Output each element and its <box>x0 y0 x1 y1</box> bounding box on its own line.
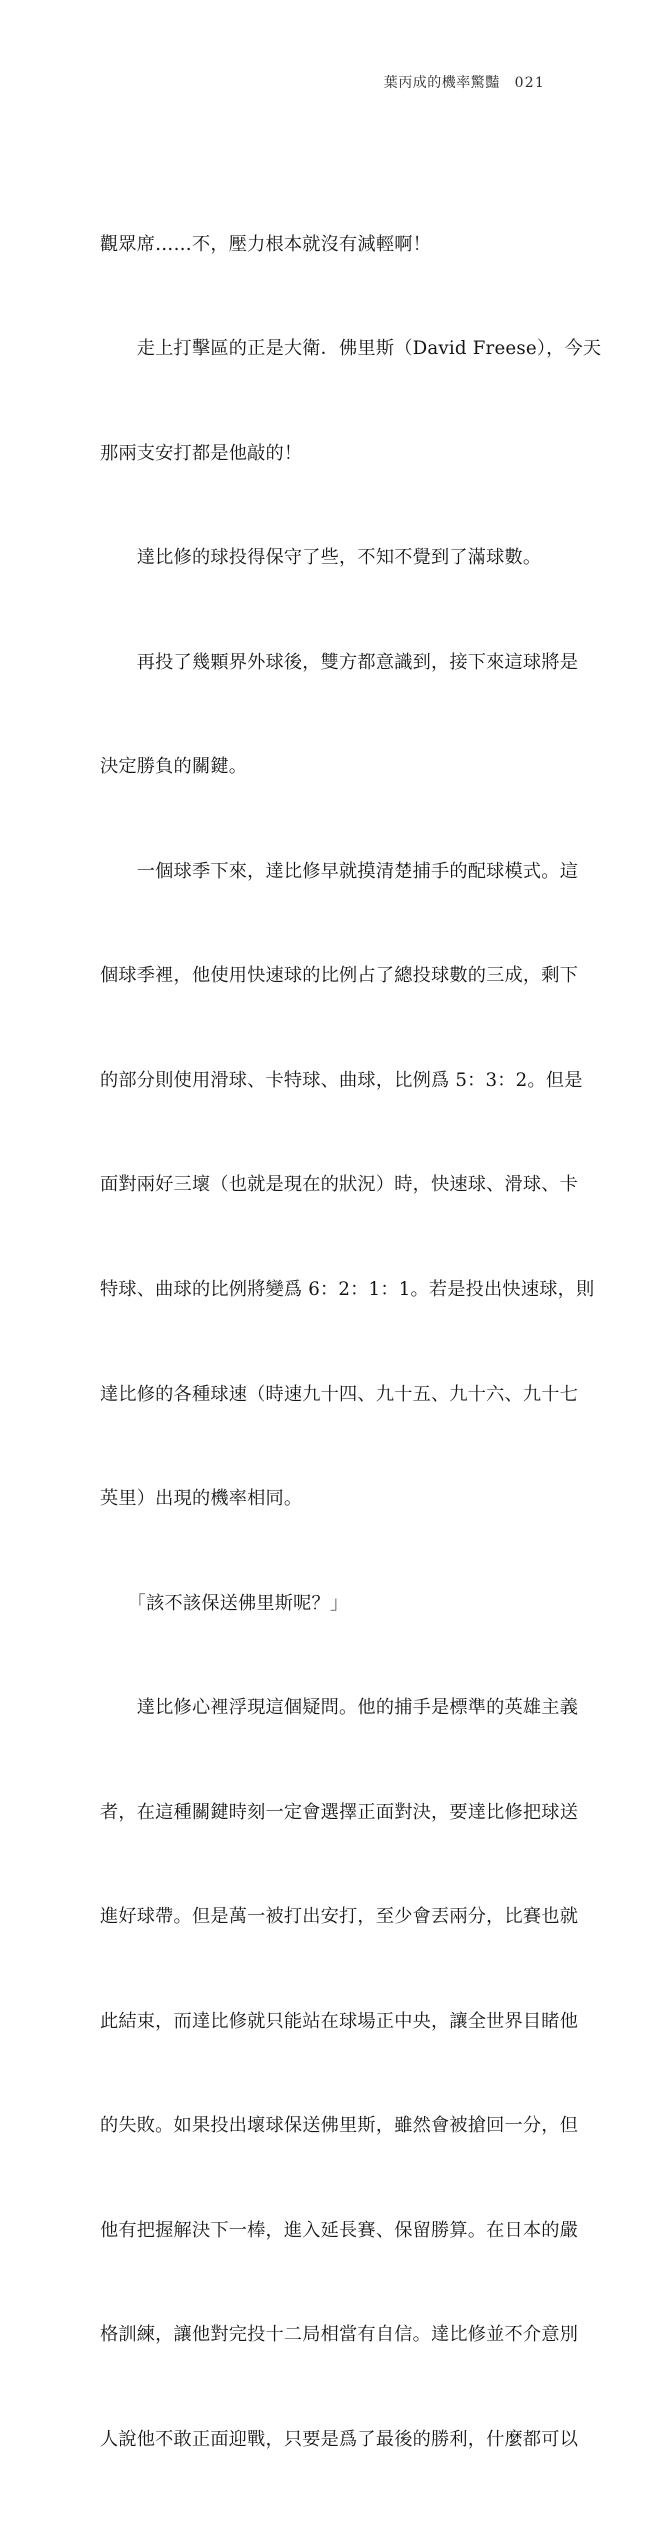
text-line: 特球、曲球的比例將變爲 6：2：1：1。若是投出快速球，則 <box>100 1279 595 1300</box>
text-line: 決定勝負的關鍵。 <box>100 756 248 778</box>
text-line: 格訓練，讓他對完投十二局相當有自信。達比修並不介意別 <box>100 2324 579 2346</box>
text-line: 「該不該保送佛里斯呢？」 <box>100 1592 349 1614</box>
text-line: 人說他不敢正面迎戰，只要是爲了最後的勝利，什麼都可以 <box>100 2428 579 2450</box>
text-line: 那兩支安打都是他敲的！ <box>100 442 303 464</box>
text-line: 觀眾席……不，壓力根本就沒有減輕啊！ <box>100 233 431 255</box>
text-line: 走上打擊區的正是大衛．佛里斯（David Freese），今天 <box>100 338 602 360</box>
text-line: 達比修的各種球速（時速九十四、九十五、九十六、九十七 <box>100 1383 579 1405</box>
text-line: 再投了幾顆界外球後，雙方都意識到，接下來這球將是 <box>100 651 579 673</box>
text-line: 的部分則使用滑球、卡特球、曲球，比例爲 5：3：2。但是 <box>100 1069 583 1091</box>
text-line: 面對兩好三壞（也就是現在的狀況）時，快速球、滑球、卡 <box>100 1174 579 1196</box>
book-title: 葉丙成的機率驚豔 <box>383 75 500 91</box>
text-line: 的失敗。如果投出壞球保送佛里斯，雖然會被搶回一分，但 <box>100 2115 579 2137</box>
running-header <box>384 72 545 92</box>
text-line: 達比修心裡浮現這個疑問。他的捕手是標準的英雄主義 <box>100 1697 579 1719</box>
text-line: 進好球帶。但是萬一被打出安打，至少會丟兩分，比賽也就 <box>100 1906 579 1928</box>
body-text <box>100 158 602 2527</box>
text-line: 英里）出現的機率相同。 <box>100 1488 303 1510</box>
text-line: 他有把握解決下一棒，進入延長賽、保留勝算。在日本的嚴 <box>100 2219 579 2241</box>
text-line: 達比修的球投得保守了些，不知不覺到了滿球數。 <box>100 547 542 569</box>
page-number: 021 <box>514 75 545 91</box>
text-line: 一個球季下來，達比修早就摸清楚捕手的配球模式。這 <box>100 860 579 882</box>
text-line: 此結束，而達比修就只能站在球場正中央，讓全世界目睹他 <box>100 2010 579 2032</box>
text-line: 個球季裡，他使用快速球的比例占了總投球數的三成，剩下 <box>100 965 579 987</box>
text-line: 者，在這種關鍵時刻一定會選擇正面對決，要達比修把球送 <box>100 1801 579 1823</box>
